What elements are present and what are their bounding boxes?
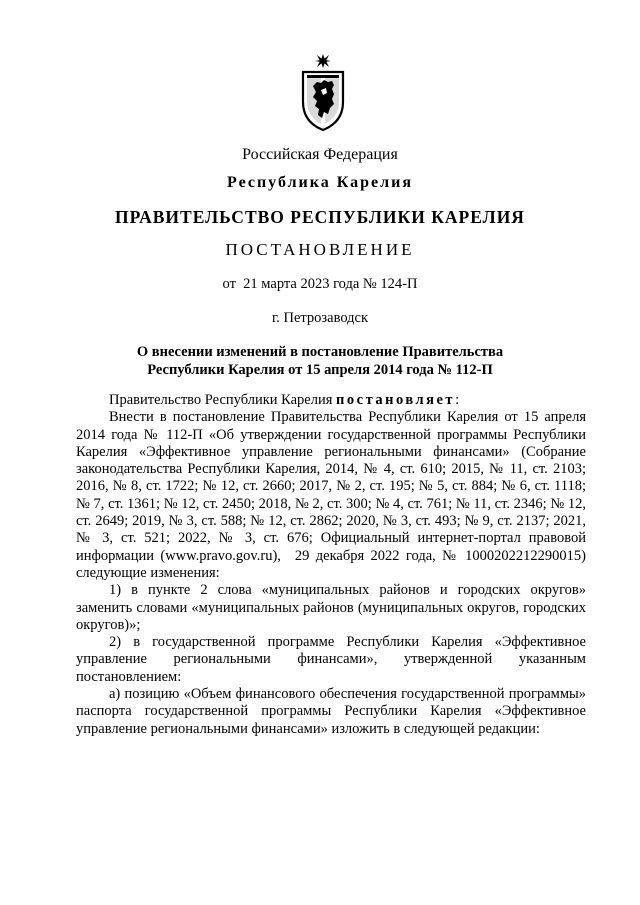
intro-suffix: : (455, 392, 460, 408)
document-type: ПОСТАНОВЛЕНИЕ (225, 240, 415, 259)
paragraph-item-2a: а) позицию «Объем финансового обеспечения государственной программы» паспорта государственной программы Республики Карелия «Эффективное управление региональными финансами» изложить в следующей редакции: (76, 686, 586, 737)
document-subject (0, 343, 640, 379)
paragraph-amendments-part2: 29 декабря 2022 года, № 1000202212290015) следующие изменения: (76, 547, 586, 581)
paragraph-item-1: 1) в пункте 2 слова «муниципальных районов и городских округов» заменить словами «муниципальных районов (муниципальных округов, городских округов)»; (76, 582, 586, 633)
intro-verb: постановляет (336, 392, 456, 408)
document-date-number: от 21 марта 2023 года № 124-П (222, 276, 418, 292)
intro-paragraph (76, 392, 586, 409)
republic-name: Республика Карелия (227, 174, 413, 191)
paragraph-amendments-part1: Внести в постановление Правительства Республики Карелия от 15 апреля 2014 года № 112-П «Об утверждении государственной программы Республики Карелия «Эффективное управление региональными финансами» (Собрание законодательства Республики Карелия, 2014, № 4, ст. 610; 2015, № 11, ст. 2103; 2016, № 8, ст. 1722; № 12, ст. 2660; 2017, № 2, ст. 195; № 5, ст. 884; № 6, ст. 1118; № 7, ст. 1361; № 12, ст. 2450; 2018, № 2, ст. 300; № 4, ст. 761; № 11, ст. 2346; № 12, ст. 2649; 2019, № 3, ст. 588; № 12, ст. 2862; 2020, № 3, ст. 493; № 9, ст. 2137; 2021, № 3, ст. 521; 2022, № 3, ст. 676; Официальный интернет-портал правовой информации (www.pravo.gov.ru), (76, 409, 586, 564)
document-city: г. Петрозаводск (271, 310, 369, 326)
subject-line-1: О внесении изменений в постановление Правительства (136, 344, 504, 360)
paragraph-item-2: 2) в государственной программе Республики Карелия «Эффективное управление региональными финансами», утвержденной указанным постановлением: (76, 634, 586, 685)
paragraph-amendments (76, 409, 586, 582)
document-body (76, 392, 586, 738)
intro-prefix: Правительство Республики Карелия (109, 392, 337, 408)
subject-line-2: Республики Карелия от 15 апреля 2014 года № 112-П (147, 362, 493, 378)
country-name: Российская Федерация (242, 146, 398, 163)
government-title: ПРАВИТЕЛЬСТВО РЕСПУБЛИКИ КАРЕЛИЯ (115, 207, 525, 227)
coat-of-arms-icon (299, 52, 347, 132)
